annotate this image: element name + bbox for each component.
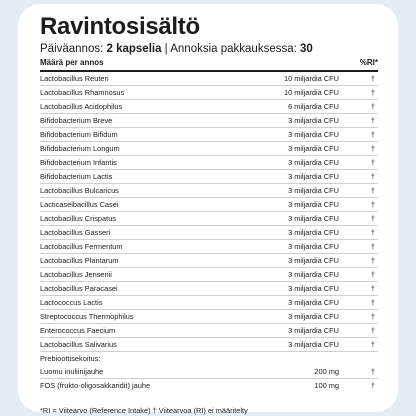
nutrient-name: Streptococcus Thermophilus — [40, 310, 236, 324]
nutrient-name: Lactococcus Lactis — [40, 296, 236, 310]
dose-label: Päiväannos: — [40, 43, 107, 55]
daily-dose-line — [40, 41, 378, 57]
nutrient-amount: 6 miljardia CFU — [236, 100, 345, 114]
nutrient-amount: 3 miljardia CFU — [236, 338, 345, 352]
nutrient-amount: 3 miljardia CFU — [236, 296, 345, 310]
nutrient-ri: † — [370, 381, 375, 390]
nutrient-amount: 3 miljardia CFU — [236, 254, 345, 268]
header-amount-per-serving: Määrä per annos — [40, 58, 104, 67]
table-row — [40, 365, 378, 379]
nutrient-amount: 3 miljardia CFU — [236, 170, 345, 184]
nutrient-amount: 3 miljardia CFU — [236, 282, 345, 296]
table-row — [40, 114, 378, 128]
nutrient-amount: 200 mg — [236, 365, 345, 379]
table-row — [40, 212, 378, 226]
table-row — [40, 100, 378, 114]
nutrient-name: Luomu inuliinijauhe — [40, 365, 236, 379]
servings-label: | Annoksia pakkauksessa: — [161, 43, 300, 55]
nutrient-ri: † — [345, 170, 378, 184]
nutrient-name: Lactobacillus Gasseri — [40, 226, 236, 240]
table-row — [40, 142, 378, 156]
nutrient-name: Lactobacillus Rhamnosus — [40, 86, 236, 100]
nutrient-ri: † — [345, 240, 378, 254]
nutrient-name: Lactobacillus Fermentum — [40, 240, 236, 254]
nutrient-amount: 3 miljardia CFU — [236, 114, 345, 128]
nutrient-amount: 3 miljardia CFU — [236, 324, 345, 338]
table-row — [40, 226, 378, 240]
nutrient-amount: 3 miljardia CFU — [236, 128, 345, 142]
nutrient-name: Lactobacillus Acidophilus — [40, 100, 236, 114]
servings-value: 30 — [300, 43, 313, 55]
table-row — [40, 240, 378, 254]
header-ri: %RI* — [359, 58, 378, 67]
nutrient-name: Lactobacillus Salivarius — [40, 338, 236, 352]
table-row — [40, 184, 378, 198]
nutrient-amount: 10 miljardia CFU — [236, 72, 345, 86]
table-row — [40, 72, 378, 86]
table-row — [40, 282, 378, 296]
nutrient-ri: † — [345, 184, 378, 198]
table-row — [40, 198, 378, 212]
nutrient-amount: 10 miljardia CFU — [236, 86, 345, 100]
nutrient-name: Bifidobacterium Lactis — [40, 170, 236, 184]
nutrient-ri: † — [345, 365, 378, 379]
page-title: Ravintosisältö — [40, 13, 200, 40]
table-row — [40, 310, 378, 324]
nutrient-ri: † — [345, 114, 378, 128]
footnote: *RI = Viitearvo (Reference Intake) † Viitearvoa (RI) ei määritelty — [40, 406, 248, 415]
table-row — [40, 254, 378, 268]
table-row — [40, 296, 378, 310]
nutrient-name: Bifidobacterium Bifidum — [40, 128, 236, 142]
table-header — [40, 58, 378, 72]
nutrient-amount: 3 miljardia CFU — [236, 142, 345, 156]
table-row — [40, 338, 378, 352]
nutrient-name: Enterococcus Faecium — [40, 324, 236, 338]
table-row — [40, 268, 378, 282]
table-row — [40, 86, 378, 100]
prebiotics-heading: Prebioottisekoitus: — [40, 354, 101, 363]
nutrient-name: Lactobacillus Bulcaricus — [40, 184, 236, 198]
nutrient-amount: 3 miljardia CFU — [236, 198, 345, 212]
nutrient-name: Lactobacillus Reuteri — [40, 72, 236, 86]
nutrient-ri: † — [345, 296, 378, 310]
dose-value: 2 kapselia — [106, 43, 162, 55]
nutrient-ri: † — [345, 338, 378, 352]
nutrient-name: Lactobacillus Crispatus — [40, 212, 236, 226]
nutrient-ri: † — [345, 128, 378, 142]
nutrient-amount: 3 miljardia CFU — [236, 156, 345, 170]
nutrient-name: Lactobacillus Jensenii — [40, 268, 236, 282]
nutrient-ri: † — [345, 268, 378, 282]
nutrient-ri: † — [345, 282, 378, 296]
nutrient-name: Bifidobacterium Longum — [40, 142, 236, 156]
nutrient-amount: 3 miljardia CFU — [236, 212, 345, 226]
nutrient-amount: 3 miljardia CFU — [236, 268, 345, 282]
table-row — [40, 324, 378, 338]
nutrient-ri: † — [345, 86, 378, 100]
table-row — [40, 170, 378, 184]
nutrient-name: Lacticaseibacillus Casei — [40, 198, 236, 212]
nutrient-amount: 3 miljardia CFU — [236, 226, 345, 240]
table-row — [40, 379, 378, 393]
nutrient-ri: † — [345, 72, 378, 86]
table-row — [40, 156, 378, 170]
nutrient-ri: † — [345, 324, 378, 338]
table-row — [40, 128, 378, 142]
nutrient-name: Lactobacillus Plantarum — [40, 254, 236, 268]
nutrient-name: Bifidobacterium Infantis — [40, 156, 236, 170]
nutrient-name: Bifidobacterium Breve — [40, 114, 236, 128]
nutrient-ri: † — [345, 100, 378, 114]
nutrient-ri: † — [345, 156, 378, 170]
nutrient-name: FOS (frukto-oligosakkaridit) jauhe — [40, 381, 151, 390]
nutrient-amount: 3 miljardia CFU — [236, 184, 345, 198]
nutrient-name: Lactobacillus Paracasei — [40, 282, 236, 296]
prebiotics-heading-row — [40, 352, 378, 366]
nutrient-ri: † — [345, 226, 378, 240]
nutrient-amount: 100 mg — [314, 381, 339, 390]
nutrient-ri: † — [345, 310, 378, 324]
nutrition-card — [18, 4, 398, 415]
nutrient-amount: 3 miljardia CFU — [236, 240, 345, 254]
nutrient-ri: † — [345, 142, 378, 156]
nutrient-amount: 3 miljardia CFU — [236, 310, 345, 324]
nutrient-ri: † — [345, 198, 378, 212]
nutrient-ri: † — [345, 212, 378, 226]
nutrient-ri: † — [345, 254, 378, 268]
nutrition-table — [40, 72, 378, 392]
